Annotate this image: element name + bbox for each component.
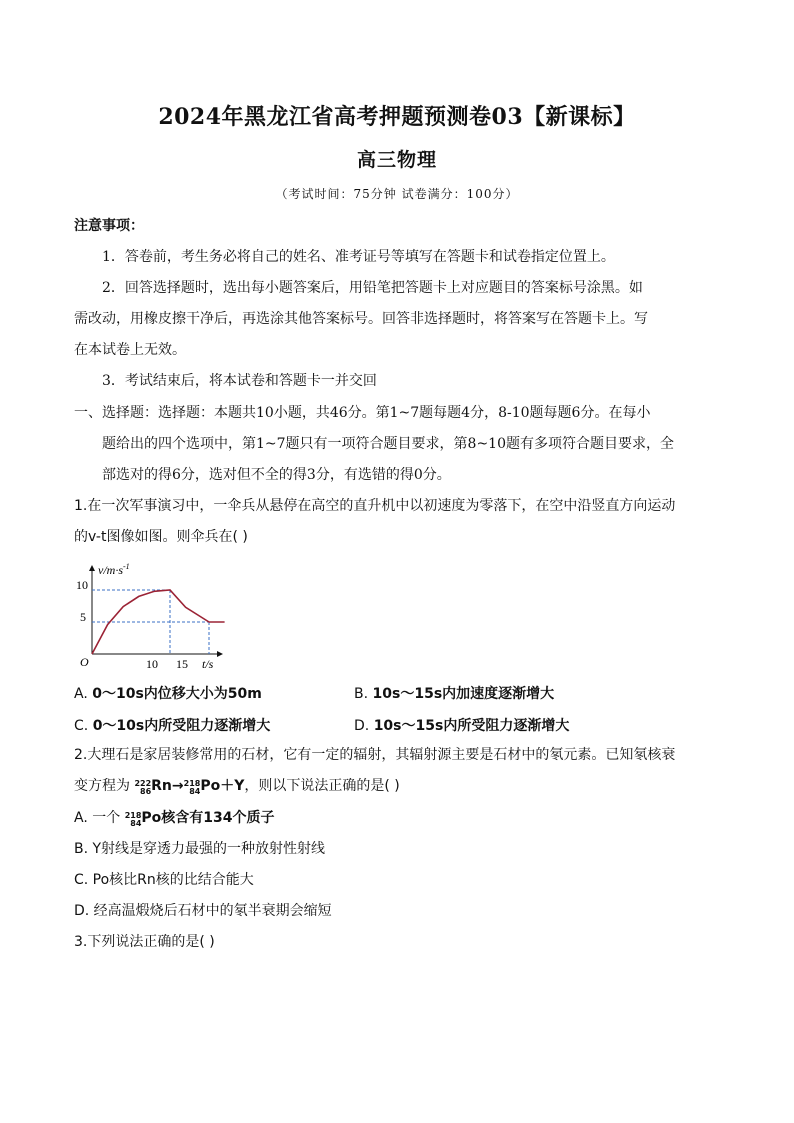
- question-1-option-c[interactable]: [74, 716, 270, 736]
- po-nuclide-numbers-option: 218 84: [124, 811, 142, 828]
- option-d-text: 10s～15s内所受阻力逐渐增大: [373, 718, 570, 734]
- y-axis-label: $v/m\cdot s^{-1}$: [98, 562, 130, 577]
- subject-title: 高三物理: [356, 149, 437, 171]
- option-a-text: 0～10s内位移大小为50m: [92, 686, 262, 702]
- x-tick-15: 15: [176, 657, 188, 671]
- y-tick-10: 10: [76, 578, 88, 592]
- section-1-line-3: 部选对的得6分，选对但不全的得3分，有选错的得0分。: [102, 467, 451, 483]
- question-2-stem-line-1: 2.大理石是家居装修常用的石材，它有一定的辐射，其辐射源主要是石材中的氡元素。已知氡核衰: [74, 747, 676, 763]
- option-c-text: 0～10s内所受阻力逐渐增大: [92, 718, 271, 734]
- po-symbol: Po＋Y: [200, 778, 245, 794]
- notes-item-2-line-2: 需改动，用橡皮擦干净后，再选涂其他答案标号。回答非选择题时，将答案写在答题卡上。写: [74, 311, 648, 327]
- option-b-text: 10s～15s内加速度逐渐增大: [372, 686, 555, 702]
- question-1-option-b[interactable]: [354, 684, 554, 704]
- question-2-option-c[interactable]: C. Po核比Rn核的比结合能大: [74, 872, 254, 888]
- notes-item-1: 1．答卷前，考生务必将自己的姓名、准考证号等填写在答题卡和试卷指定位置上。: [102, 249, 615, 265]
- question-2-option-b[interactable]: B. Y射线是穿透力最强的一种放射性射线: [74, 841, 326, 857]
- rn-nuclide-numbers: 222 86: [134, 779, 152, 796]
- notes-item-2-line-1: 2．回答选择题时，选出每小题答案后，用铅笔把答题卡上对应题目的答案标号涂黑。如: [102, 280, 643, 296]
- option-c-letter: C.: [74, 718, 89, 734]
- v-t-graph: [76, 562, 226, 672]
- option-d-letter: D.: [354, 718, 370, 734]
- question-1-stem-line-2: 的v-t图像如图。则伞兵在( ): [74, 529, 248, 545]
- question-1-option-d[interactable]: [354, 716, 569, 736]
- question-2-stem-line-2: 变方程为 222 86Rn→218 84Po＋Y，则以下说法正确的是( ): [74, 778, 400, 796]
- question-1-stem-line-1: 1.在一次军事演习中，一伞兵从悬停在高空的直升机中以初速度为零落下，在空中沿竖直方向运动: [74, 498, 676, 514]
- exam-info: （考试时间：75分钟 试卷满分：100分）: [275, 187, 519, 201]
- notes-item-3: 3．考试结束后，将本试卷和答题卡一并交回: [102, 373, 377, 389]
- notes-heading: 注意事项：: [74, 218, 144, 234]
- x-tick-10: 10: [146, 657, 158, 671]
- question-2-option-d[interactable]: D. 经高温煅烧后石材中的氡半衰期会缩短: [74, 903, 332, 919]
- x-axis-label: t/s: [202, 657, 214, 671]
- question-3-stem: 3.下列说法正确的是( ): [74, 934, 215, 950]
- exam-title: 2024年黑龙江省高考押题预测卷03【新课标】: [158, 104, 636, 130]
- rn-symbol: Rn→: [151, 778, 184, 794]
- option-a-letter: A.: [74, 686, 88, 702]
- section-1-line-1: 一、选择题：选择题：本题共10小题，共46分。第1~7题每题4分，8-10题每题6分。在每小: [74, 405, 651, 421]
- po-nuclide-numbers: 218 84: [183, 779, 201, 796]
- y-tick-5: 5: [80, 610, 86, 624]
- question-1-option-a[interactable]: [74, 684, 262, 704]
- question-2-option-a[interactable]: A. 一个 218 84Po核含有134个质子: [74, 810, 275, 828]
- origin-label: O: [80, 655, 89, 669]
- section-1-line-2: 题给出的四个选项中，第1~7题只有一项符合题目要求，第8~10题有多项符合题目要求，全: [102, 436, 674, 452]
- notes-item-2-line-3: 在本试卷上无效。: [74, 342, 186, 358]
- option-b-letter: B.: [354, 686, 369, 702]
